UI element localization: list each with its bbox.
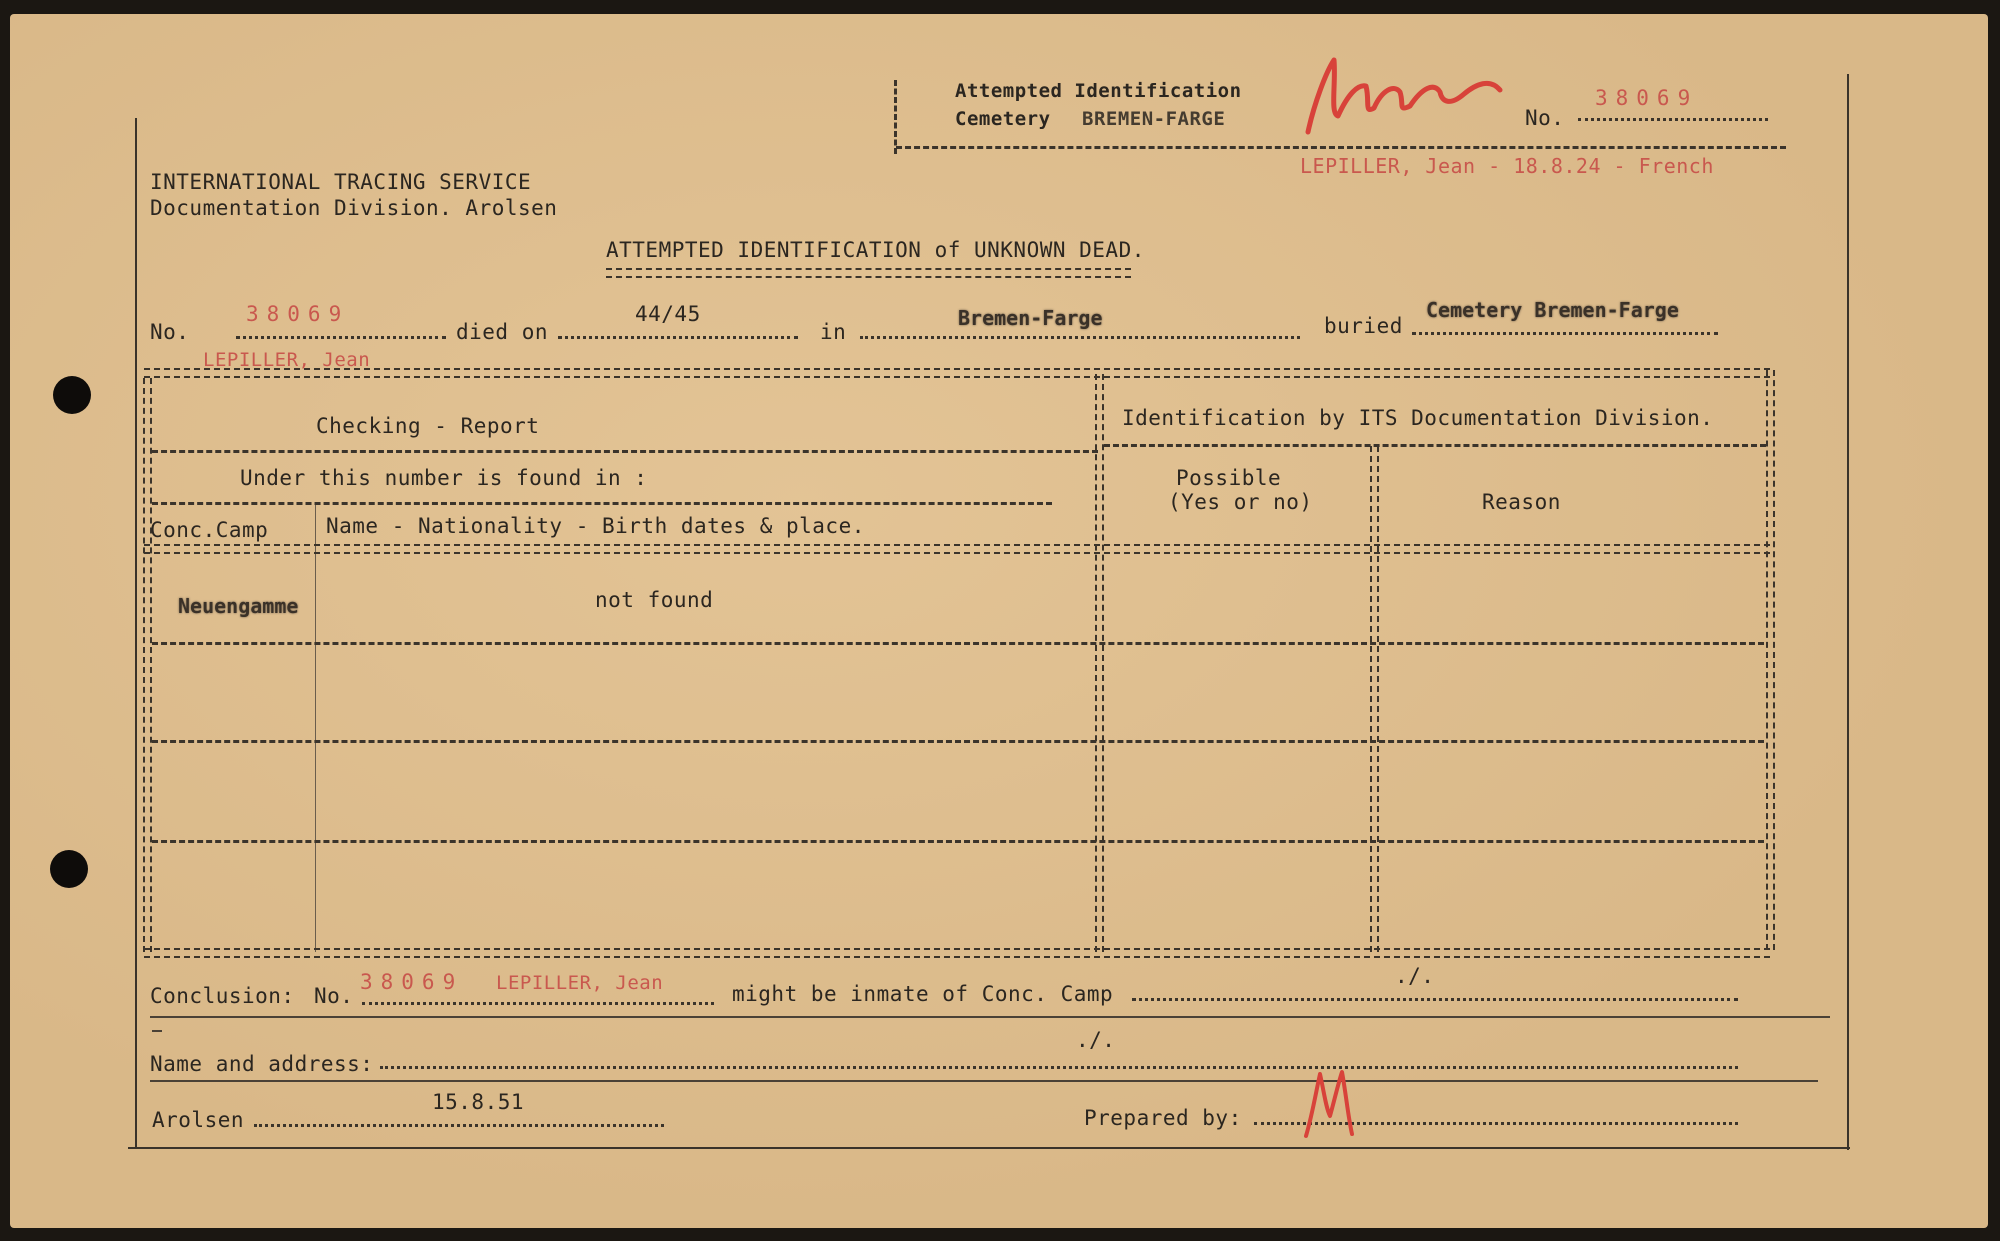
row-1-name: not found bbox=[595, 588, 714, 612]
org-line-1: INTERNATIONAL TRACING SERVICE bbox=[150, 170, 532, 194]
table-line-right-1 bbox=[1104, 444, 1766, 449]
table-line-left-1 bbox=[152, 450, 1098, 455]
col-camp-header: Conc.Camp bbox=[150, 518, 269, 542]
header-box-left bbox=[894, 80, 899, 154]
header-no-value: 38069 bbox=[1595, 86, 1699, 110]
row-1-bottom bbox=[152, 642, 1764, 647]
title-underline bbox=[606, 268, 1131, 278]
red-scribble-mark bbox=[1300, 44, 1520, 144]
table-top-border bbox=[144, 368, 1770, 378]
table-bottom-border bbox=[144, 948, 1770, 958]
table-line-left-2 bbox=[152, 502, 1052, 507]
header-no-label: No. bbox=[1525, 106, 1565, 130]
footer-place: Arolsen bbox=[152, 1108, 245, 1132]
left-border bbox=[135, 118, 137, 1148]
record-no-dots bbox=[236, 336, 446, 339]
header-no-dots bbox=[1578, 118, 1768, 121]
col-name-header: Name - Nationality - Birth dates & place. bbox=[326, 514, 865, 538]
record-buried-value: Cemetery Bremen-Farge bbox=[1426, 298, 1679, 322]
annotation-red-name: LEPILLER, Jean - 18.8.24 - French bbox=[1300, 154, 1714, 178]
conclusion-name-red: LEPILLER, Jean bbox=[496, 972, 664, 994]
table-divider-camp bbox=[315, 502, 316, 952]
record-buried-label: buried bbox=[1324, 314, 1403, 338]
name-address-value: ./. bbox=[1076, 1028, 1116, 1052]
punch-hole-bottom bbox=[50, 850, 88, 888]
row-1-camp: Neuengamme bbox=[178, 594, 299, 618]
conclusion-label: Conclusion: bbox=[150, 984, 295, 1008]
footer-date: 15.8.51 bbox=[432, 1090, 525, 1114]
table-divider-possible bbox=[1370, 446, 1379, 952]
table-left-border bbox=[143, 378, 152, 952]
header-box-bottom bbox=[896, 146, 1786, 151]
conclusion-value: ./. bbox=[1395, 964, 1435, 988]
red-initial-signature bbox=[1302, 1064, 1362, 1144]
name-address-dots bbox=[380, 1066, 1738, 1069]
bottom-border bbox=[128, 1147, 1850, 1149]
name-address-rule bbox=[150, 1080, 1818, 1082]
table-right-border bbox=[1766, 370, 1775, 950]
record-no-label: No. bbox=[150, 320, 190, 344]
row-3-bottom bbox=[152, 840, 1764, 845]
footer-place-dots bbox=[254, 1124, 664, 1127]
record-buried-dots bbox=[1412, 332, 1718, 335]
conclusion-text: might be inmate of Conc. Camp bbox=[732, 982, 1114, 1006]
record-died-label: died on bbox=[456, 320, 549, 344]
conclusion-dots bbox=[1132, 998, 1738, 1001]
punch-hole-top bbox=[53, 376, 91, 414]
checking-report-label: Checking - Report bbox=[316, 414, 540, 438]
identification-header: Identification by ITS Documentation Division. bbox=[1122, 406, 1714, 430]
table-divider-main bbox=[1095, 374, 1104, 952]
conclusion-tick bbox=[152, 1030, 162, 1032]
record-no-value: 38069 bbox=[246, 302, 350, 326]
row-2-bottom bbox=[152, 740, 1764, 745]
under-number-label: Under this number is found in : bbox=[240, 466, 648, 490]
table-header-underline bbox=[144, 544, 1770, 554]
conclusion-rule bbox=[150, 1016, 1830, 1018]
record-died-value: 44/45 bbox=[635, 302, 701, 326]
col-possible-header-1: Possible bbox=[1176, 466, 1282, 490]
conclusion-no-label: No. bbox=[314, 984, 354, 1008]
header-line-1: Attempted Identification bbox=[955, 80, 1242, 102]
col-reason-header: Reason bbox=[1482, 490, 1561, 514]
record-died-dots bbox=[558, 336, 798, 339]
record-name-red: LEPILLER, Jean bbox=[203, 349, 371, 371]
right-border bbox=[1847, 74, 1849, 1150]
prepared-by-label: Prepared by: bbox=[1084, 1106, 1242, 1130]
header-cemetery-label: Cemetery bbox=[955, 108, 1051, 130]
page-title: ATTEMPTED IDENTIFICATION of UNKNOWN DEAD. bbox=[606, 238, 1145, 262]
record-in-dots bbox=[860, 336, 1300, 339]
conclusion-no-value: 38069 bbox=[360, 970, 464, 994]
col-possible-header-2: (Yes or no) bbox=[1168, 490, 1313, 514]
header-cemetery-value: BREMEN-FARGE bbox=[1082, 108, 1226, 130]
conclusion-name-dots bbox=[362, 1002, 714, 1005]
record-in-label: in bbox=[820, 320, 847, 344]
name-address-label: Name and address: bbox=[150, 1052, 374, 1076]
document-card bbox=[10, 14, 1988, 1228]
record-in-value: Bremen-Farge bbox=[958, 306, 1103, 330]
org-line-2: Documentation Division. Arolsen bbox=[150, 196, 558, 220]
